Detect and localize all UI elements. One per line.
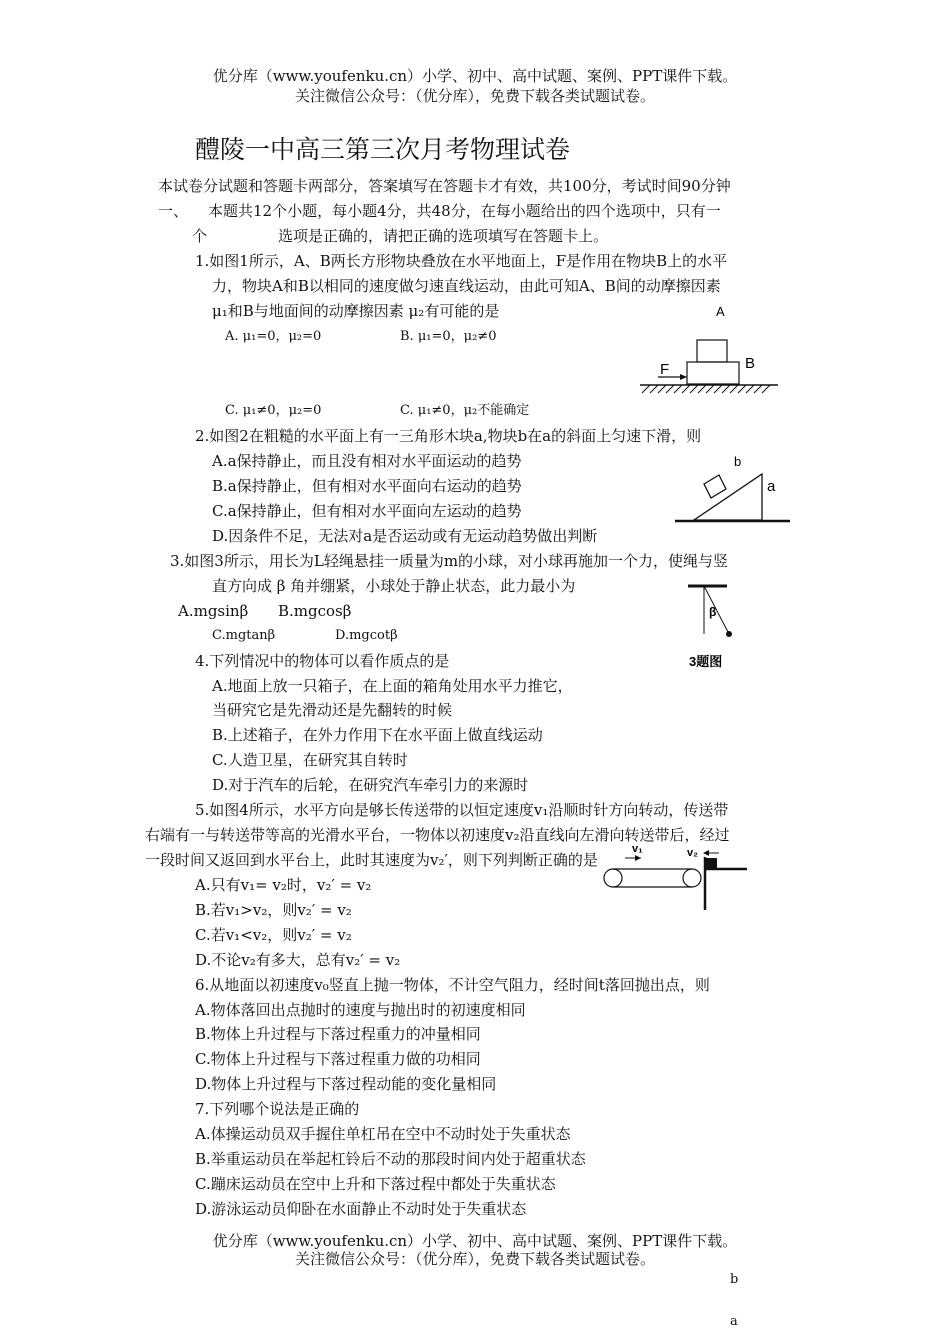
q5-v1-arrowhead [635,855,641,861]
q2-figure-label-b: b [734,454,742,469]
q6-option-a: A.物体落回出点抛时的速度与抛出时的初速度相同 [195,1001,526,1019]
q1-block-a [697,340,727,362]
q2-figure [670,450,795,530]
q1-line-2: 力，物块A和B以相同的速度做匀速直线运动，由此可知A、B间的动摩擦因素 [212,277,721,295]
q3-option-a: A.mgsinβ [178,602,249,620]
q5-figure-label-v2: v₂ [687,847,699,859]
q3-option-d: D.mgcotβ [335,628,398,643]
q5-line-2: 右端有一与转送带等高的光滑水平台，一物体以初速度v₂沿直线向左滑向转送带后，经过 [145,826,730,844]
q1-line-1: 1.如图1所示，A、B两长方形物块叠放在水平地面上，F是作用在物块B上的水平 [195,252,728,270]
q5-option-d: D.不论v₂有多大，总有v₂′ = v₂ [195,951,401,969]
q3-line-2: 直方向成 β 角并绷紧，小球处于静止状态，此力最小为 [212,577,576,595]
q1-force-arrowhead [680,374,687,380]
q6-stem: 6.从地面以初速度v₀竖直上抛一物体，不计空气阻力，经时间t落回抛出点，则 [195,976,710,994]
q1-figure [630,300,790,400]
q3-figure [680,578,750,673]
section-instruction-2a: 个 [192,227,208,245]
footer-line-2: 关注微信公众号：（优分库），免费下载各类试题试卷。 [294,1250,655,1268]
q5-figure [595,838,755,913]
q7-option-b: B.举重运动员在举起杠铃后不动的那段时间内处于超重状态 [195,1150,586,1168]
q2-stem: 2.如图2在粗糙的水平面上有一三角形木块a,物块b在a的斜面上匀速下滑，则 [195,427,702,445]
q1-option-c: C. μ₁≠0，μ₂=0 [225,403,322,418]
q2-option-b: B.a保持静止，但有相对水平面向右运动的趋势 [212,477,522,495]
header-line-2: 关注微信公众号：（优分库），免费下载各类试题试卷。 [294,87,655,105]
q7-stem: 7.下列哪个说法是正确的 [195,1100,360,1118]
q6-option-b: B.物体上升过程与下落过程重力的冲量相同 [195,1025,481,1043]
page-title: 醴陵一中高三第三次月考物理试卷 [195,135,571,164]
q3-option-c: C.mgtanβ [212,628,276,643]
q5-figure-label-v1: v₁ [632,843,643,855]
q3-beta-label: β [709,605,717,619]
q4-option-d: D.对于汽车的后轮，在研究汽车牵引力的来源时 [212,776,529,794]
q4-option-a-1: A.地面上放一只箱子，在上面的箱角处用水平力推它， [212,677,573,695]
q5-object-block [705,858,717,869]
q1-figure-label-a: A [716,304,725,319]
header-line-1: 优分库（www.youfenku.cn）小学、初中、高中试题、案例、PPT课件下载。 [212,67,738,85]
q6-option-d: D.物体上升过程与下落过程动能的变化量相同 [195,1075,497,1093]
q5-option-a: A.只有v₁= v₂时，v₂′ = v₂ [195,876,372,894]
intro-text: 本试卷分试题和答题卡两部分，答案填写在答题卡才有效，共100分，考试时间90分钟 [158,177,731,195]
q2-option-c: C.a保持静止，但有相对水平面向左运动的趋势 [212,502,522,520]
q5-line-3: 一段时间又返回到水平台上，此时其速度为v₂′，则下列判断正确的是 [145,851,598,869]
stray-label-a: a [730,1314,738,1329]
q4-option-b: B.上述箱子，在外力作用下在水平面上做直线运动 [212,726,543,744]
q3-ball [726,631,732,637]
q1-option-d: C. μ₁≠0，μ₂不能确定 [400,403,530,418]
q2-wedge-a [694,474,762,520]
q4-stem: 4.下列情况中的物体可以看作质点的是 [195,652,450,670]
q2-option-d: D.因条件不足，无法对a是否运动或有无运动趋势做出判断 [212,527,598,545]
q3-option-b: B.mgcosβ [278,602,352,620]
q2-block-b [704,475,726,498]
section-number: 一、 [158,202,189,220]
footer-line-1: 优分库（www.youfenku.cn）小学、初中、高中试题、案例、PPT课件下载。 [212,1232,738,1250]
q6-option-c: C.物体上升过程与下落过程重力做的功相同 [195,1050,481,1068]
q5-right-pulley [683,869,701,887]
q1-ground-hatching [642,385,770,393]
q5-line-1: 5.如图4所示，水平方向是够长传送带的以恒定速度v₁沿顺时针方向转动，传送带 [195,801,729,819]
q7-option-d: D.游泳运动员仰卧在水面静止不动时处于失重状态 [195,1200,527,1218]
q2-figure-label-a: a [767,478,776,495]
q5-v2-arrowhead [703,850,709,856]
q5-option-b: B.若v₁>v₂，则v₂′ = v₂ [195,901,352,919]
q1-figure-label-b: B [745,355,756,372]
q7-option-c: C.蹦床运动员在空中上升和下落过程中都处于失重状态 [195,1175,556,1193]
stray-label-b: b [730,1272,739,1287]
q4-option-a-2: 当研究它是先滑动还是先翻转的时候 [212,701,453,719]
q1-line-3: μ₁和B与地面间的动摩擦因素 μ₂有可能的是 [212,302,500,320]
q2-option-a: A.a保持静止，而且没有相对水平面运动的趋势 [212,452,522,470]
section-instruction-1: 本题共12个小题，每小题4分，共48分，在每小题给出的四个选项中，只有一 [208,202,721,220]
q5-left-pulley [604,869,622,887]
q3-figure-caption: 3题图 [689,654,723,669]
q1-option-a: A. μ₁=0，μ₂=0 [225,329,322,344]
q7-option-a: A.体操运动员双手握住单杠吊在空中不动时处于失重状态 [195,1125,571,1143]
q3-line-1: 3.如图3所示，用长为L轻绳悬挂一质量为m的小球，对小球再施加一个力，使绳与竖 [170,552,729,570]
q4-option-c: C.人造卫星，在研究其自转时 [212,751,408,769]
q1-block-b [687,362,739,384]
q5-option-c: C.若v₁<v₂，则v₂′ = v₂ [195,926,352,944]
q1-option-b: B. μ₁=0，μ₂≠0 [400,329,497,344]
q1-figure-label-f: F [660,361,670,378]
section-instruction-2b: 选项是正确的，请把正确的选项填写在答题卡上。 [278,227,609,245]
